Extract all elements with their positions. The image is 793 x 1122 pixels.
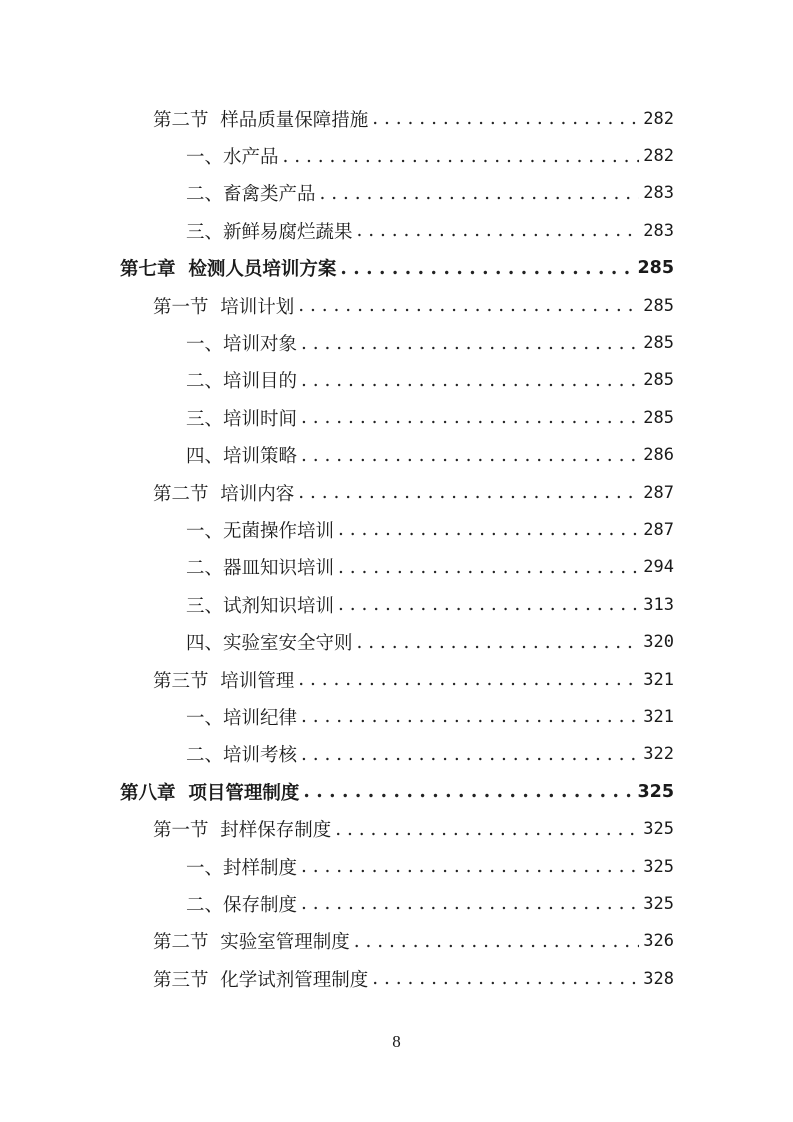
- toc-section-entry[interactable]: [0, 661, 793, 698]
- table-of-contents: [0, 100, 793, 997]
- toc-entry-page-number: 287: [643, 519, 674, 540]
- toc-entry-label: 第三节 化学试剂管理制度: [153, 969, 369, 991]
- dot-leader: [372, 968, 639, 989]
- toc-entry-page-number: 321: [643, 706, 674, 727]
- toc-subsection-entry[interactable]: [0, 437, 793, 474]
- toc-subsection-entry[interactable]: [0, 399, 793, 436]
- toc-subsection-entry[interactable]: [0, 698, 793, 735]
- dot-leader: [338, 519, 639, 540]
- toc-entry-label: 二、保存制度: [186, 894, 298, 916]
- toc-chapter-entry[interactable]: [0, 250, 793, 287]
- toc-entry-page-number: 322: [643, 744, 674, 765]
- dot-leader: [283, 146, 640, 167]
- dot-leader: [301, 744, 639, 765]
- toc-entry-label: 第二节 实验室管理制度: [153, 932, 350, 954]
- toc-entry-label: 第二节 培训内容: [153, 483, 295, 505]
- toc-entry-page-number: 326: [643, 931, 674, 952]
- toc-subsection-entry[interactable]: [0, 324, 793, 361]
- toc-entry-page-number: 285: [637, 258, 674, 279]
- toc-subsection-entry[interactable]: [0, 212, 793, 249]
- toc-entry-label: 第三节 培训管理: [153, 670, 295, 692]
- toc-subsection-entry[interactable]: [0, 885, 793, 922]
- toc-subsection-entry[interactable]: [0, 736, 793, 773]
- toc-subsection-entry[interactable]: [0, 586, 793, 623]
- toc-chapter-entry[interactable]: [0, 773, 793, 810]
- toc-subsection-entry[interactable]: [0, 511, 793, 548]
- toc-entry-label: 二、培训考核: [186, 745, 298, 767]
- toc-entry-label: 一、无菌操作培训: [186, 520, 335, 542]
- dot-leader: [301, 333, 639, 354]
- toc-entry-label: 三、培训时间: [186, 408, 298, 430]
- dot-leader: [320, 183, 640, 204]
- toc-entry-page-number: 313: [643, 594, 674, 615]
- dot-leader: [301, 370, 639, 391]
- toc-entry-page-number: 294: [643, 557, 674, 578]
- dot-leader: [354, 931, 640, 952]
- toc-entry-label: 第一节 培训计划: [153, 296, 295, 318]
- toc-section-entry[interactable]: [0, 810, 793, 847]
- dot-leader: [298, 669, 639, 690]
- toc-entry-label: 一、水产品: [186, 147, 279, 169]
- dot-leader: [298, 295, 639, 316]
- toc-entry-label: 一、培训纪律: [186, 707, 298, 729]
- toc-entry-page-number: 283: [643, 183, 674, 204]
- toc-entry-label: 三、新鲜易腐烂蔬果: [186, 221, 353, 243]
- toc-section-entry[interactable]: [0, 100, 793, 137]
- toc-subsection-entry[interactable]: [0, 848, 793, 885]
- dot-leader: [298, 482, 639, 503]
- toc-entry-label: 一、培训对象: [186, 334, 298, 356]
- dot-leader: [357, 632, 640, 653]
- toc-entry-label: 三、试剂知识培训: [186, 595, 335, 617]
- toc-entry-label: 第七章 检测人员培训方案: [120, 259, 337, 281]
- toc-entry-page-number: 325: [643, 893, 674, 914]
- toc-section-entry[interactable]: [0, 474, 793, 511]
- dot-leader: [301, 893, 639, 914]
- dot-leader: [335, 819, 639, 840]
- toc-entry-label: 四、实验室安全守则: [186, 633, 353, 655]
- toc-entry-page-number: 285: [643, 295, 674, 316]
- toc-entry-label: 第二节 样品质量保障措施: [153, 109, 369, 131]
- dot-leader: [301, 407, 639, 428]
- dot-leader: [338, 557, 639, 578]
- toc-entry-page-number: 325: [637, 781, 674, 802]
- dot-leader: [372, 108, 639, 129]
- toc-entry-label: 二、器皿知识培训: [186, 558, 335, 580]
- toc-entry-page-number: 282: [643, 108, 674, 129]
- dot-leader: [301, 445, 639, 466]
- dot-leader: [340, 258, 633, 279]
- toc-subsection-entry[interactable]: [0, 175, 793, 212]
- toc-entry-page-number: 285: [643, 370, 674, 391]
- dot-leader: [301, 706, 639, 727]
- toc-entry-page-number: 328: [643, 968, 674, 989]
- toc-section-entry[interactable]: [0, 960, 793, 997]
- toc-entry-page-number: 285: [643, 407, 674, 428]
- toc-entry-page-number: 283: [643, 220, 674, 241]
- toc-entry-page-number: 321: [643, 669, 674, 690]
- toc-subsection-entry[interactable]: [0, 137, 793, 174]
- dot-leader: [301, 856, 639, 877]
- toc-subsection-entry[interactable]: [0, 549, 793, 586]
- page-number: 8: [392, 1032, 401, 1051]
- toc-section-entry[interactable]: [0, 923, 793, 960]
- toc-subsection-entry[interactable]: [0, 362, 793, 399]
- dot-leader: [357, 220, 640, 241]
- toc-subsection-entry[interactable]: [0, 623, 793, 660]
- toc-entry-label: 二、培训目的: [186, 371, 298, 393]
- toc-entry-page-number: 287: [643, 482, 674, 503]
- dot-leader: [303, 781, 633, 802]
- dot-leader: [338, 594, 639, 615]
- toc-entry-label: 二、畜禽类产品: [186, 184, 316, 206]
- toc-section-entry[interactable]: [0, 287, 793, 324]
- toc-entry-label: 第一节 封样保存制度: [153, 820, 332, 842]
- toc-entry-page-number: 325: [643, 819, 674, 840]
- toc-entry-label: 第八章 项目管理制度: [120, 782, 300, 804]
- toc-entry-label: 一、封样制度: [186, 857, 298, 879]
- toc-entry-page-number: 285: [643, 333, 674, 354]
- toc-entry-page-number: 320: [643, 632, 674, 653]
- toc-entry-label: 四、培训策略: [186, 446, 298, 468]
- toc-entry-page-number: 325: [643, 856, 674, 877]
- toc-entry-page-number: 282: [643, 146, 674, 167]
- toc-entry-page-number: 286: [643, 445, 674, 466]
